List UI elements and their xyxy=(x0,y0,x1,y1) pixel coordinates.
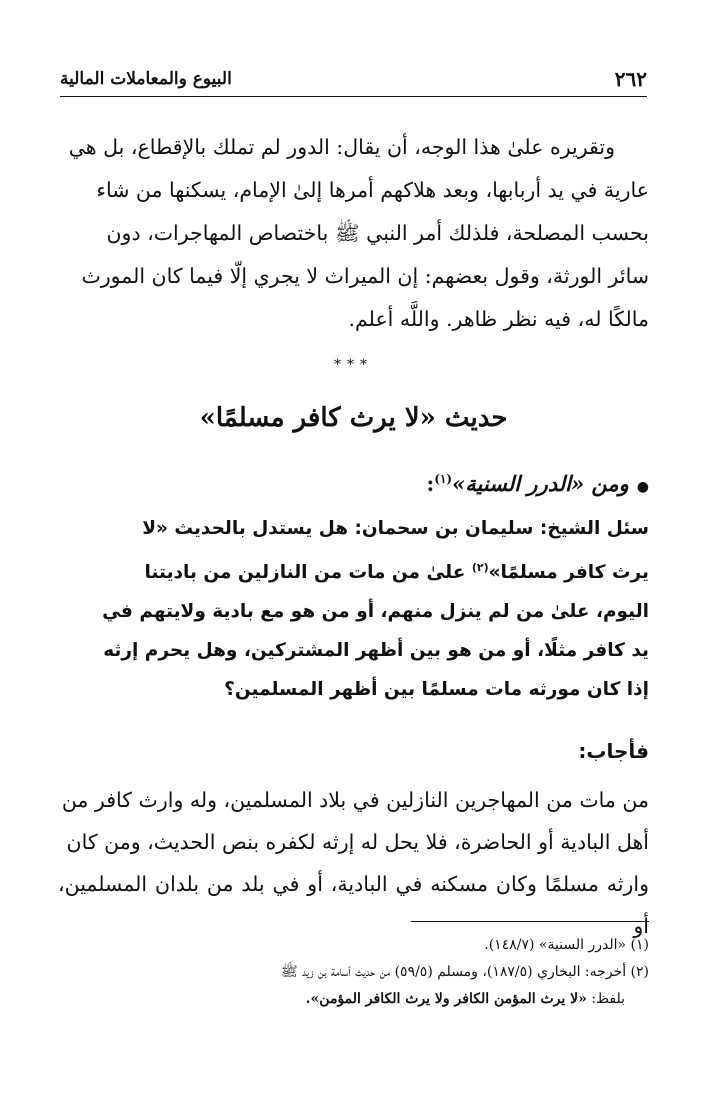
footnote-divider xyxy=(411,921,649,922)
footnotes xyxy=(58,932,649,1013)
answer-line: أهل البادية أو الحاضرة، فلا يحل له إرثه لكفره بنص الحديث، ومن كان xyxy=(66,830,649,855)
page-number: ٢٦٢ xyxy=(614,67,647,91)
source-line xyxy=(58,459,649,499)
footnote-2: (٢) أخرجه: البخاري (١٨٧/٥)، ومسلم (٥٩/٥) من حديث أسامة بن زيد ﷺ xyxy=(280,964,649,980)
question-line: إذا كان مورثه مات مسلمًا بين أظهر المسلمين؟ xyxy=(224,679,649,701)
question-line: يد كافر مثلًا، أو من هو بين أظهر المشتركين، وهل يحرم إرثه xyxy=(103,640,649,662)
intro-line: عارية في يد أربابها، وبعد هلاكهم أمرها إلىٰ الإمام، يسكنها من شاء xyxy=(96,178,649,202)
question-text: يرث كافر مسلمًا» xyxy=(488,562,649,584)
intro-paragraph xyxy=(58,126,649,341)
section-separator: *** xyxy=(334,357,373,373)
source-colon: : xyxy=(426,471,435,496)
question-line: سئل الشيخ: سليمان بن سحمان: هل يستدل بالحديث «لا xyxy=(142,518,649,539)
running-title: البيوع والمعاملات المالية xyxy=(60,69,232,89)
section-title: حديث «لا يرث كافر مسلمًا» xyxy=(199,403,508,433)
question-text: علىٰ من مات من النازلين من باديتنا xyxy=(144,562,466,584)
source-title: ومن «الدرر السنية» xyxy=(452,471,629,496)
footnote-2-prefix: بلفظ: xyxy=(591,991,625,1007)
answer-label: فأجاب: xyxy=(578,739,649,764)
question-block xyxy=(58,509,649,709)
intro-line: سائر الورثة، وقول بعضهم: إن الميراث لا يجري إلّا فيما كان المورث xyxy=(81,264,649,288)
footnote-ref-1: (١) xyxy=(434,472,453,486)
intro-line: وتقريره علىٰ هذا الوجه، أن يقال: الدور لم تملك بالإقطاع، بل هي xyxy=(68,135,615,159)
footnote-2-quote: «لا يرث المؤمن الكافر ولا يرث الكافر المؤمن». xyxy=(305,991,587,1007)
question-line: اليوم، علىٰ من لم ينزل منهم، أو من هو مع بادية ولايتهم في xyxy=(102,601,649,623)
answer-line: وارثه مسلمًا وكان مسكنه في البادية، أو في بلد من بلدان المسلمين، أو xyxy=(58,872,649,939)
question-line xyxy=(58,548,649,592)
bullet-icon: ● xyxy=(636,479,649,495)
footnote-1: (١) «الدرر السنية» (١٤٨/٧). xyxy=(484,937,649,953)
footnote-ref-2: (٢) xyxy=(471,561,489,574)
page-body xyxy=(58,126,649,947)
answer-line: من مات من المهاجرين النازلين في بلاد المسلمين، وله وارث كافر من xyxy=(61,788,649,813)
intro-line: مالكًا له، فيه نظر ظاهر. واللَّه أعلم. xyxy=(348,307,649,331)
running-header xyxy=(60,62,647,97)
intro-line: بحسب المصلحة، فلذلك أمر النبي ﷺ باختصاص المهاجرات، دون xyxy=(106,221,649,245)
footnote-2-continuation xyxy=(58,986,649,1013)
